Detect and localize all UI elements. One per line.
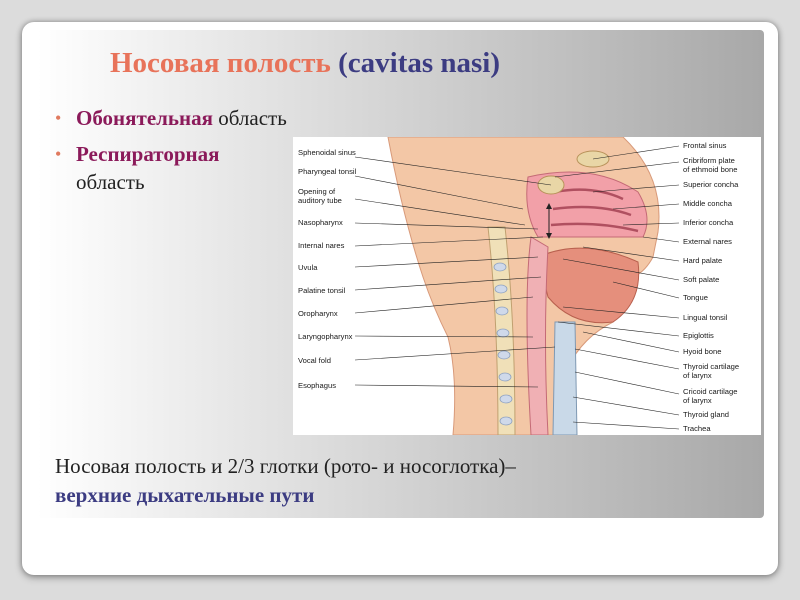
bullet-text: область — [213, 106, 287, 130]
label-oropharynx: Oropharynx — [298, 309, 338, 318]
bullet-text: область — [76, 170, 145, 194]
label-cricoid-cartilage: Cricoid cartilage — [683, 387, 738, 396]
title-main: Носовая полость — [110, 47, 331, 79]
label-uvula: Uvula — [298, 263, 318, 272]
label-inferior-concha: Inferior concha — [683, 218, 734, 227]
label-soft-palate: Soft palate — [683, 275, 720, 284]
bullet-dot-icon: • — [55, 108, 62, 128]
label-thyroid-cartilage: Thyroid cartilage — [683, 362, 740, 371]
bullet-highlight: Респираторная — [76, 142, 220, 166]
bullet-list — [55, 104, 290, 204]
label-middle-concha: Middle concha — [683, 199, 732, 208]
label-frontal-sinus: Frontal sinus — [683, 141, 727, 150]
label-tongue: Tongue — [683, 293, 708, 302]
caption — [55, 452, 755, 510]
title-latin: (cavitas nasi) — [338, 47, 501, 79]
label-auditory-tube: auditory tube — [298, 196, 342, 205]
label-nasopharynx: Nasopharynx — [298, 218, 343, 227]
bullet-highlight: Обонятельная — [76, 106, 214, 130]
anatomy-illustration — [293, 137, 761, 435]
label-internal-nares: Internal nares — [298, 241, 345, 250]
label-thyroid-of-larynx: of larynx — [683, 371, 712, 380]
label-cribriform-plate: Cribriform plate — [683, 156, 735, 165]
label-laryngopharynx: Laryngopharynx — [298, 332, 353, 341]
slide-title — [110, 43, 670, 87]
label-pharyngeal-tonsil: Pharyngeal tonsil — [298, 167, 357, 176]
label-hard-palate: Hard palate — [683, 256, 723, 265]
label-palatine-tonsil: Palatine tonsil — [298, 286, 346, 295]
label-epiglottis: Epiglottis — [683, 331, 714, 340]
label-thyroid-gland: Thyroid gland — [683, 410, 730, 419]
label-esophagus: Esophagus — [298, 381, 336, 390]
label-trachea: Trachea — [683, 424, 711, 433]
label-ethmoid-bone: of ethmoid bone — [683, 165, 738, 174]
bullet-item — [55, 140, 290, 196]
label-vocal-fold: Vocal fold — [298, 356, 331, 365]
anatomy-diagram — [293, 137, 761, 435]
label-hyoid-bone: Hyoid bone — [683, 347, 722, 356]
caption-line-1: Носовая полость и 2/3 глотки (рото- и носоглотка)– — [55, 454, 516, 478]
label-sphenoidal-sinus: Sphenoidal sinus — [298, 148, 356, 157]
label-opening-of: Opening of — [298, 187, 336, 196]
label-superior-concha: Superior concha — [683, 180, 739, 189]
caption-line-2: верхние дыхательные пути — [55, 483, 315, 507]
label-external-nares: External nares — [683, 237, 732, 246]
label-lingual-tonsil: Lingual tonsil — [683, 313, 728, 322]
label-cricoid-of-larynx: of larynx — [683, 396, 712, 405]
bullet-dot-icon: • — [55, 144, 62, 164]
bullet-item — [55, 104, 290, 132]
